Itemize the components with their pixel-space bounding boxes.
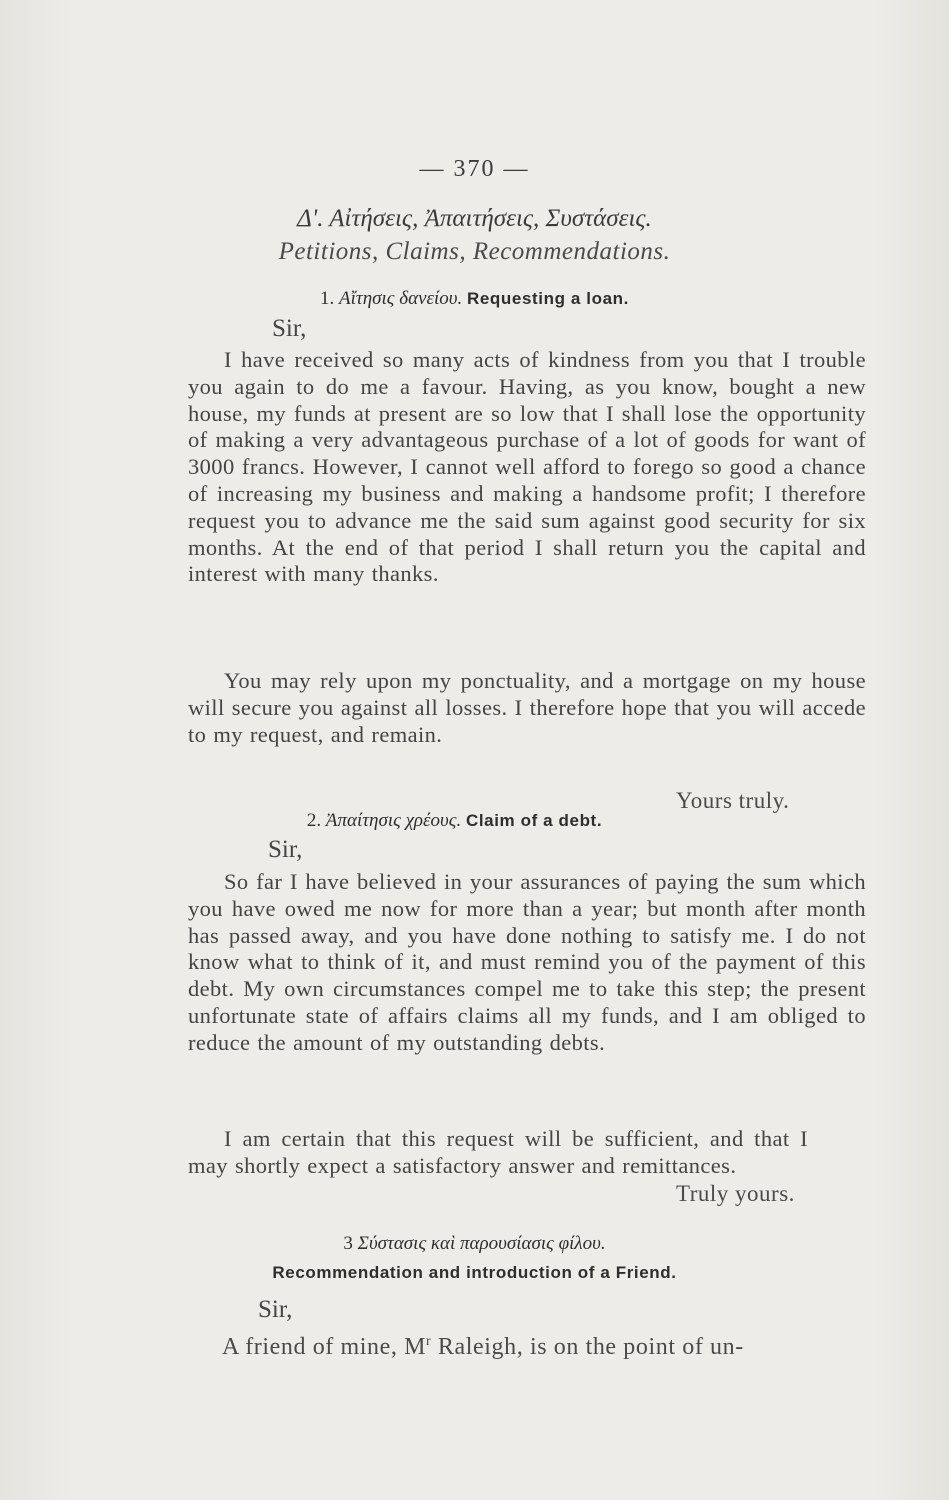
letter-heading-greek: Σύστασις καὶ παρουσίασις φίλου. [357,1233,606,1254]
section-title-greek: Δ'. Αἰτήσεις, Ἀπαιτήσεις, Συστάσεις. [297,205,652,232]
salutation: Sir, [272,315,307,342]
line-text-end: Raleigh, is on the point of un- [431,1334,744,1360]
salutation: Sir, [258,1296,293,1323]
letter-heading-greek: Αἴτησις δανείου. [339,288,463,309]
letter-heading-3-english [0,1262,949,1284]
letter-heading-english: Requesting a loan. [467,289,629,308]
closing: Truly yours. [676,1181,795,1206]
closing: Yours truly. [676,788,790,813]
letter-heading-number: 1. [320,288,335,309]
letter-heading-english: Claim of a debt. [465,811,603,830]
letter-heading-number: 3 [343,1233,353,1254]
paragraph: So far I have believed in your assurances of paying the sum which you have owed me now for more than a year; but month after month has passed away, and you have done nothing to satisfy me. I do not know what to think of it, and must remind you of the payment of this debt. My own circumstances compel me to take this step; the present unfortunate state of affairs claims all my funds, and I am obliged to reduce the amount of my outstanding debts. [188,869,866,1055]
letter-heading-number: 2. [306,810,322,831]
salutation: Sir, [268,836,303,863]
paragraph-first-line [222,1334,744,1361]
paragraph: You may rely upon my ponctuality, and a mortgage on my house will secure you against all losses. I therefore hope that you will accede to my request, and remain. [188,668,866,747]
letter-heading-1 [0,288,949,310]
paragraph: I have received so many acts of kindness from you that I trouble you again to do me a favour. Having, as you know, bought a new house, my funds at present are so low that I shall lose the opportunity of making a very advantageous purchase of a lot of goods for want of 3000 francs. However, I cannot well afford to forego so good a chance of increasing my business and making a handsome profit; I therefore request you to advance me the said sum against good security for six months. At the end of that period I shall return you the capital and interest with many thanks. [188,347,866,587]
section-title-english: Petitions, Claims, Recommendations. [278,238,671,265]
letter-heading-greek: Ἀπαίτησις χρέους. [325,810,462,831]
letter-heading-english: Recommendation and introduction of a Friend. [272,1263,677,1282]
line-text-start: A friend of mine, M [222,1334,427,1360]
page-number: — 370 — [419,156,530,182]
line-superscript: r [426,1334,432,1349]
letter-heading-3 [0,1233,949,1255]
letter-heading-2 [0,810,929,832]
paragraph: I am certain that this request will be sufficient, and that I may shortly expect a satisfactory answer and remittances. [188,1126,808,1178]
